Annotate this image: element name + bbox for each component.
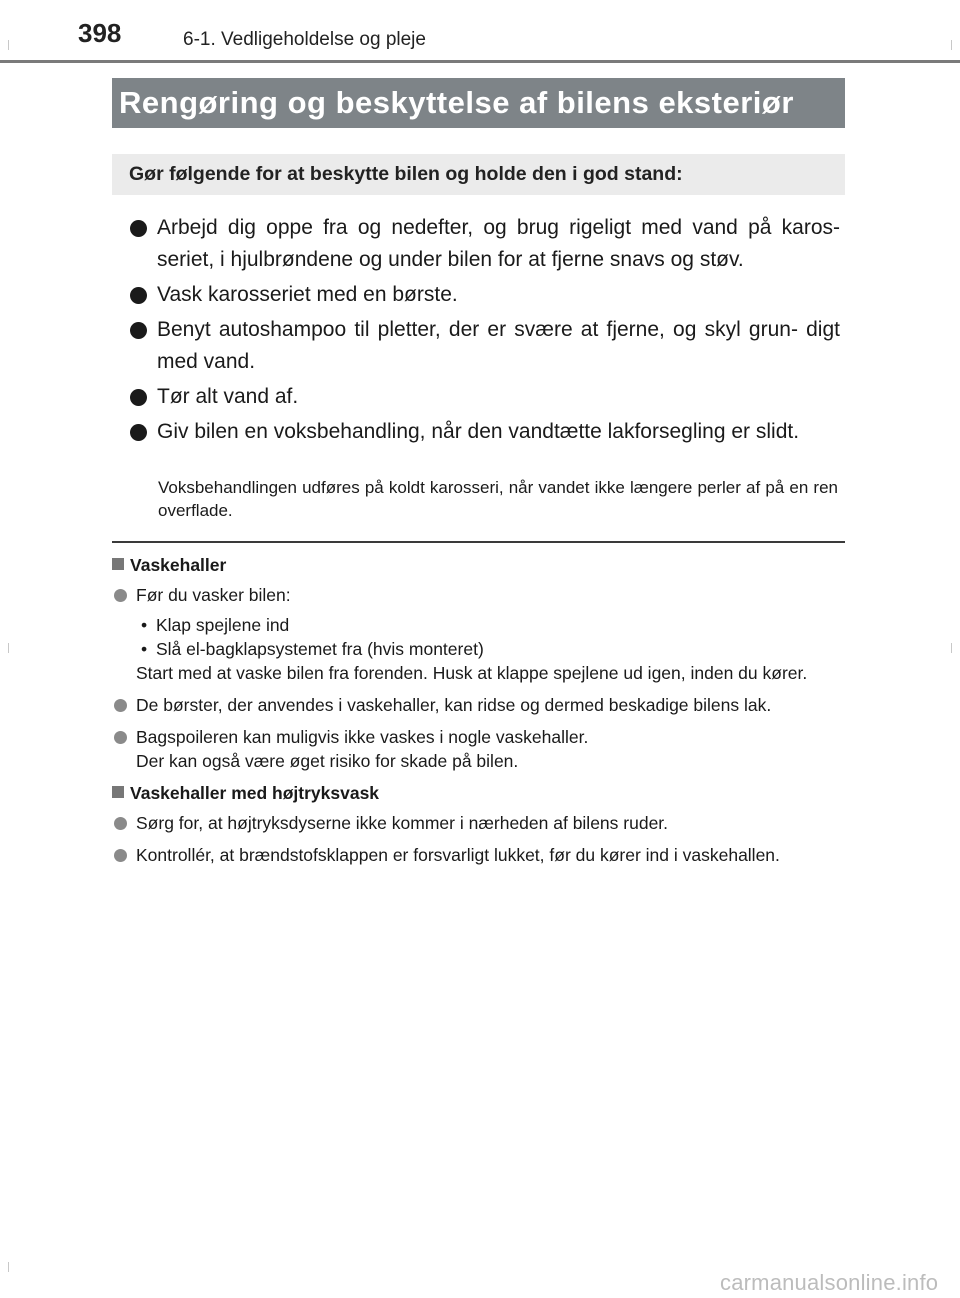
- step-text: Benyt autoshampoo til pletter, der er svære at fjerne, og skyl grun- digt med vand.: [157, 318, 840, 373]
- step-text: Giv bilen en voksbehandling, når den vandtætte lakforsegling er slidt.: [157, 420, 800, 443]
- note-text: Bagspoileren kan muligvis ikke vaskes i nogle vaskehaller.: [136, 727, 589, 747]
- note-text: De børster, der anvendes i vaskehaller, kan ridse og dermed beskadige bilens lak.: [136, 695, 772, 715]
- dot-bullet-icon: [114, 699, 127, 712]
- note-text: Før du vasker bilen:: [136, 585, 291, 605]
- section-divider: [112, 541, 845, 543]
- watermark: carmanualsonline.info: [720, 1270, 939, 1295]
- list-item: • Klap spejlene ind: [141, 615, 290, 635]
- crop-mark: [8, 1262, 9, 1272]
- info-heading: Vaskehaller med højtryksvask: [112, 781, 845, 805]
- info-heading: Vaskehaller: [112, 553, 845, 577]
- bullet-icon: [130, 220, 147, 237]
- note-fuel-flap: [112, 843, 845, 867]
- step-text: Vask karosseriet med en børste.: [157, 283, 458, 306]
- note-text: Kontrollér, at brændstofsklappen er forsvarligt lukket, før du kører ind i vaskehallen.: [136, 845, 780, 865]
- crop-mark: [951, 643, 952, 653]
- step-item: [130, 381, 840, 413]
- square-bullet-icon: [112, 786, 124, 798]
- note-text: Sørg for, at højtryksdyserne ikke kommer i nærheden af bilens ruder.: [136, 813, 669, 833]
- before-washing-list: [136, 613, 845, 661]
- start-text: Start med at vaske bilen fra forenden. Husk at klappe spejlene ud igen, inden du kører.: [136, 663, 808, 683]
- bullet-icon: [130, 287, 147, 304]
- list-item: • Slå el-bagklapsystemet fra (hvis monteret): [141, 639, 484, 659]
- step-text: Tør alt vand af.: [157, 385, 299, 408]
- page-number: 398: [78, 18, 122, 48]
- note-spoiler: [112, 725, 845, 773]
- step-item: [130, 416, 840, 448]
- section-heading: 6-1. Vedligeholdelse og pleje: [183, 29, 426, 50]
- crop-mark: [8, 643, 9, 653]
- step-item: [130, 314, 840, 378]
- step-text: Arbejd dig oppe fra og nedefter, og brug rigeligt med vand på karos- seriet, i hjulbrøndene og under bilen for at fjerne snavs og støv.: [157, 216, 840, 271]
- header-rule: [0, 60, 960, 63]
- dot-bullet-icon: [114, 817, 127, 830]
- note-text: Der kan også være øget risiko for skade på bilen.: [136, 751, 519, 771]
- step-note: Voksbehandlingen udføres på koldt karosseri, når vandet ikke længere perler af på en ren overflade.: [158, 478, 838, 520]
- note-before-washing: [112, 583, 845, 685]
- bullet-icon: [130, 322, 147, 339]
- bullet-icon: [130, 389, 147, 406]
- note-nozzles: [112, 811, 845, 835]
- steps-list: [130, 212, 840, 451]
- dot-bullet-icon: [114, 731, 127, 744]
- square-bullet-icon: [112, 558, 124, 570]
- dot-bullet-icon: [114, 589, 127, 602]
- page-title: Rengøring og beskyttelse af bilens eksteriør: [112, 78, 845, 128]
- step-item: [130, 279, 840, 311]
- dot-bullet-icon: [114, 849, 127, 862]
- crop-mark: [8, 40, 9, 50]
- intro-box: Gør følgende for at beskytte bilen og holde den i god stand:: [112, 154, 845, 195]
- bullet-icon: [130, 424, 147, 441]
- info-car-wash: [112, 553, 845, 867]
- note-brushes: [112, 693, 845, 717]
- step-item: [130, 212, 840, 276]
- crop-mark: [951, 40, 952, 50]
